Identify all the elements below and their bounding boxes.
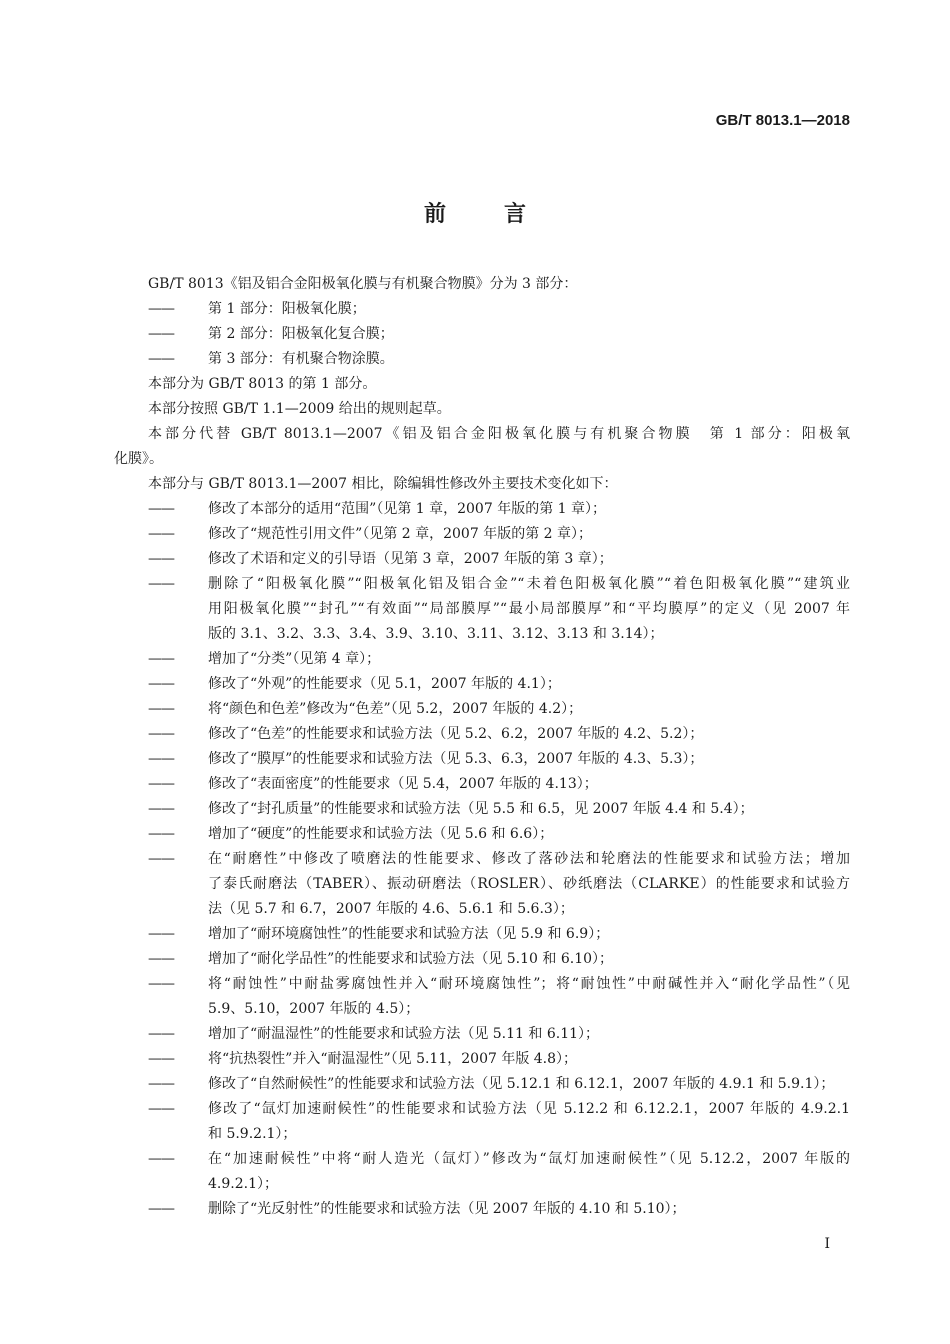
page-title: 前言	[423, 201, 584, 227]
dash-marker: ——	[148, 826, 174, 842]
change-item-line: 修改了“封孔质量”的性能要求和试验方法（见 5.5 和 6.5，见 2007 年版 4.4 和 5.4）；	[208, 801, 754, 817]
change-item-line: 5.9、5.10，2007 年版的 4.5）；	[208, 1001, 420, 1017]
change-item	[114, 1072, 850, 1097]
dash-marker: ——	[148, 351, 174, 367]
dash-marker: ——	[148, 926, 174, 942]
change-item-line: 删除了“光反射性”的性能要求和试验方法（见 2007 年版的 4.10 和 5.10）；	[208, 1201, 686, 1217]
change-item-line: 4.9.2.1）；	[208, 1176, 278, 1192]
part-item	[114, 322, 850, 347]
changes-intro: 本部分与 GB/T 8013.1—2007 相比，除编辑性修改外主要技术变化如下：	[148, 476, 618, 492]
change-item	[114, 1147, 850, 1197]
change-item	[114, 772, 850, 797]
change-item-line: 法（见 5.7 和 6.7，2007 年版的 4.6、5.6.1 和 5.6.3）；	[208, 901, 574, 917]
change-item	[114, 1197, 850, 1222]
change-item-line: 修改了“色差”的性能要求和试验方法（见 5.2、6.2，2007 年版的 4.2、5.2）；	[208, 726, 704, 742]
change-item-line: 修改了“膜厚”的性能要求和试验方法（见 5.3、6.3，2007 年版的 4.3、5.3）；	[208, 751, 704, 767]
change-item	[114, 697, 850, 722]
change-item	[114, 747, 850, 772]
change-item	[114, 672, 850, 697]
part-item-text: 第 2 部分：阳极氧化复合膜；	[208, 326, 394, 342]
change-item	[114, 1022, 850, 1047]
part-item	[114, 347, 850, 372]
dash-marker: ——	[148, 501, 174, 517]
change-item-line: 修改了“外观”的性能要求（见 5.1，2007 年版的 4.1）；	[208, 676, 561, 692]
change-item-line: 修改了“氙灯加速耐候性”的性能要求和试验方法（见 5.12.2 和 6.12.2.1，2007 年版的 4.9.2.1	[208, 1101, 850, 1117]
change-item-line: 增加了“耐温湿性”的性能要求和试验方法（见 5.11 和 6.11）；	[208, 1026, 600, 1042]
change-item-line: 在“耐磨性”中修改了喷磨法的性能要求、修改了落砂法和轮磨法的性能要求和试验方法；增加	[208, 851, 850, 867]
part-item-text: 第 1 部分：阳极氧化膜；	[208, 301, 366, 317]
dash-marker: ——	[148, 1026, 174, 1042]
dash-marker: ——	[148, 851, 174, 867]
change-item-line: 和 5.9.2.1）；	[208, 1126, 297, 1142]
change-item-line: 修改了术语和定义的引导语（见第 3 章，2007 年版的第 3 章）；	[208, 551, 613, 567]
dash-marker: ——	[148, 1151, 174, 1167]
change-item	[114, 572, 850, 647]
document-body	[114, 272, 850, 1222]
standard-number: GB/T 8013.1—2018	[715, 112, 850, 129]
change-item-line: 了泰氏耐磨法（TABER）、振动研磨法（ROSLER）、砂纸磨法（CLARKE）的性能要求和试验方	[208, 876, 850, 892]
part-item	[114, 297, 850, 322]
change-item-line: 将“抗热裂性”并入“耐温湿性”（见 5.11，2007 年版 4.8）；	[208, 1051, 578, 1067]
change-item-line: 将“颜色和色差”修改为“色差”（见 5.2，2007 年版的 4.2）；	[208, 701, 583, 717]
dash-marker: ——	[148, 1051, 174, 1067]
dash-marker: ——	[148, 551, 174, 567]
dash-marker: ——	[148, 726, 174, 742]
change-item	[114, 522, 850, 547]
change-item	[114, 722, 850, 747]
intro-paragraph: GB/T 8013《铝及铝合金阳极氧化膜与有机聚合物膜》分为 3 部分：	[148, 276, 578, 292]
part-statement: 本部分为 GB/T 8013 的第 1 部分。	[148, 376, 377, 392]
change-item-line: 删除了“阳极氧化膜”“阳极氧化铝及铝合金”“未着色阳极氧化膜”“着色阳极氧化膜”“建筑业	[208, 576, 850, 592]
change-item	[114, 797, 850, 822]
dash-marker: ——	[148, 651, 174, 667]
change-item	[114, 1097, 850, 1147]
change-item	[114, 922, 850, 947]
change-item-line: 增加了“硬度”的性能要求和试验方法（见 5.6 和 6.6）；	[208, 826, 554, 842]
replacement-statement: 本部分代替 GB/T 8013.1—2007《铝及铝合金阳极氧化膜与有机聚合物膜 第 1 部分：阳极氧	[148, 426, 850, 442]
dash-marker: ——	[148, 951, 174, 967]
page-number: I	[824, 1236, 830, 1252]
change-item	[114, 847, 850, 922]
dash-marker: ——	[148, 576, 174, 592]
change-item	[114, 547, 850, 572]
dash-marker: ——	[148, 701, 174, 717]
change-item	[114, 1047, 850, 1072]
dash-marker: ——	[148, 526, 174, 542]
change-item-line: 修改了“规范性引用文件”（见第 2 章，2007 年版的第 2 章）；	[208, 526, 593, 542]
dash-marker: ——	[148, 676, 174, 692]
dash-marker: ——	[148, 976, 174, 992]
dash-marker: ——	[148, 1201, 174, 1217]
drafting-rules: 本部分按照 GB/T 1.1—2009 给出的规则起草。	[148, 401, 451, 417]
change-item-line: 版的 3.1、3.2、3.3、3.4、3.9、3.10、3.11、3.12、3.13 和 3.14）；	[208, 626, 664, 642]
change-item-line: 修改了“表面密度”的性能要求（见 5.4，2007 年版的 4.13）；	[208, 776, 598, 792]
change-item-line: 增加了“耐化学品性”的性能要求和试验方法（见 5.10 和 6.10）；	[208, 951, 614, 967]
dash-marker: ——	[148, 326, 174, 342]
part-item-text: 第 3 部分：有机聚合物涂膜。	[208, 351, 394, 367]
change-item	[114, 947, 850, 972]
change-item-line: 修改了“自然耐候性”的性能要求和试验方法（见 5.12.1 和 6.12.1，2007 年版的 4.9.1 和 5.9.1）；	[208, 1076, 835, 1092]
dash-marker: ——	[148, 801, 174, 817]
dash-marker: ——	[148, 1076, 174, 1092]
change-item	[114, 972, 850, 1022]
change-item-line: 修改了本部分的适用“范围”（见第 1 章，2007 年版的第 1 章）；	[208, 501, 607, 517]
dash-marker: ——	[148, 1101, 174, 1117]
dash-marker: ——	[148, 751, 174, 767]
change-item-line: 增加了“耐环境腐蚀性”的性能要求和试验方法（见 5.9 和 6.9）；	[208, 926, 610, 942]
dash-marker: ——	[148, 776, 174, 792]
changes-list	[114, 497, 850, 1222]
replacement-statement-cont: 化膜》。	[114, 451, 163, 467]
change-item-line: 增加了“分类”（见第 4 章）；	[208, 651, 381, 667]
change-item-line: 将“耐蚀性”中耐盐雾腐蚀性并入“耐环境腐蚀性”；将“耐蚀性”中耐碱性并入“耐化学品性”（见	[208, 976, 850, 992]
change-item-line: 在“加速耐候性”中将“耐人造光（氙灯）”修改为“氙灯加速耐候性”（见 5.12.2，2007 年版的	[208, 1151, 850, 1167]
change-item	[114, 497, 850, 522]
change-item	[114, 822, 850, 847]
dash-marker: ——	[148, 301, 174, 317]
change-item	[114, 647, 850, 672]
change-item-line: 用阳极氧化膜”“封孔”“有效面”“局部膜厚”“最小局部膜厚”和“平均膜厚”的定义（见 2007 年	[208, 601, 850, 617]
